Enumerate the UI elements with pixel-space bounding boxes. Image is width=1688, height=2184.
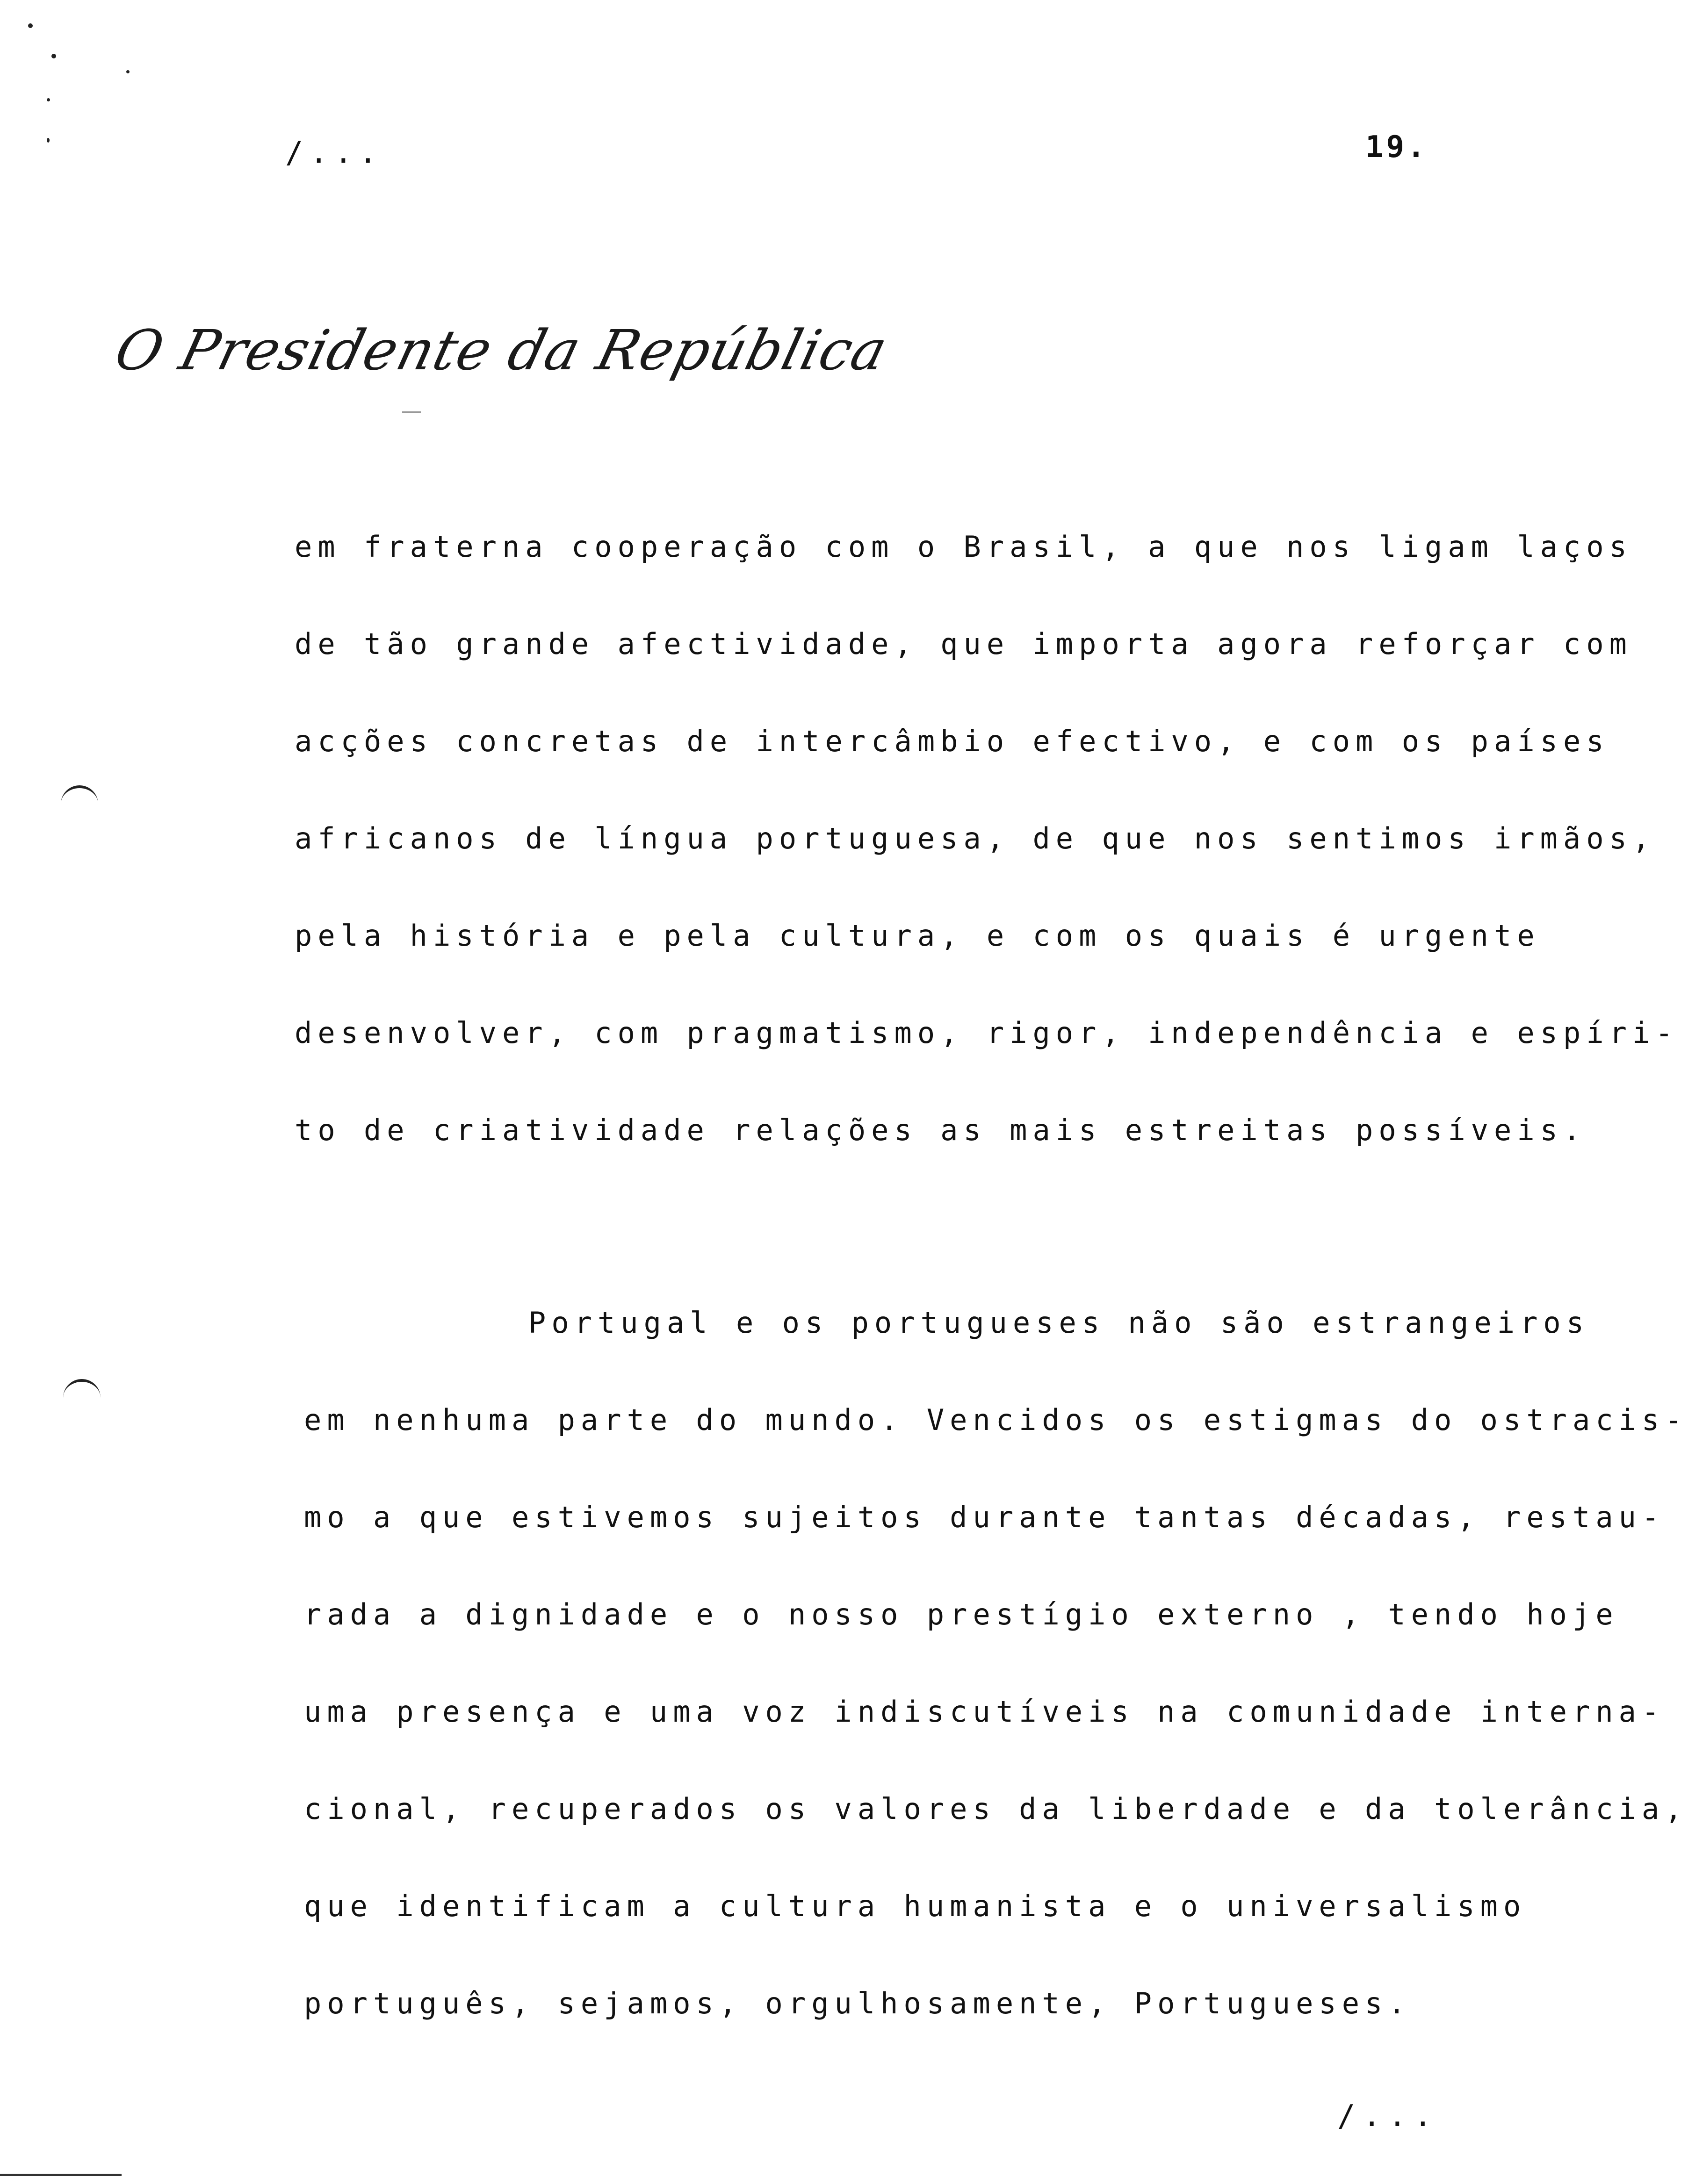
hole-punch-mark <box>63 1379 101 1401</box>
letterhead-mark <box>402 411 421 413</box>
scan-speck <box>28 23 33 28</box>
text-line: acções concretas de intercâmbio efectivo, e com os países <box>295 724 1609 758</box>
text-line-indented: Portugal e os portugueses não são estrangeiros <box>528 1306 1590 1340</box>
text-line: em nenhuma parte do mundo. Vencidos os estigmas do ostracis- <box>304 1403 1688 1437</box>
text-line: africanos de língua portuguesa, de que nos sentimos irmãos, <box>295 821 1656 855</box>
text-line: português, sejamos, orgulhosamente, Portugueses. <box>304 1986 1411 2020</box>
text-line: de tão grande afectividade, que importa agora reforçar com <box>295 627 1632 661</box>
scan-edge-line <box>0 2174 122 2176</box>
continuation-marker-top: /... <box>285 136 384 170</box>
page-number: 19. <box>1365 130 1428 165</box>
letterhead-title: O Presidente da República <box>108 318 894 382</box>
text-line: pela história e pela cultura, e com os quais é urgente <box>295 919 1540 953</box>
text-line: que identificam a cultura humanista e o universalismo <box>304 1889 1527 1923</box>
text-line: em fraterna cooperação com o Brasil, a que nos ligam laços <box>295 530 1632 564</box>
scan-speck <box>126 70 130 73</box>
text-line: cional, recuperados os valores da liberdade e da tolerância, <box>304 1792 1688 1826</box>
hole-punch-mark <box>61 785 98 807</box>
scan-speck <box>47 138 50 143</box>
text-line: desenvolver, com pragmatismo, rigor, independência e espíri- <box>295 1016 1679 1050</box>
scan-speck <box>51 54 56 58</box>
text-line: mo a que estivemos sujeitos durante tantas décadas, restau- <box>304 1500 1665 1534</box>
paragraph-2 <box>304 1300 1688 2077</box>
scan-speck <box>47 98 50 101</box>
text-line: to de criatividade relações as mais estreitas possíveis. <box>295 1113 1587 1147</box>
text-line: rada a dignidade e o nosso prestígio externo , tendo hoje <box>304 1597 1619 1631</box>
text-line: uma presença e uma voz indiscutíveis na comunidade interna- <box>304 1695 1665 1729</box>
continuation-marker-bottom: /... <box>1337 2099 1440 2134</box>
paragraph-1 <box>295 524 1679 1204</box>
